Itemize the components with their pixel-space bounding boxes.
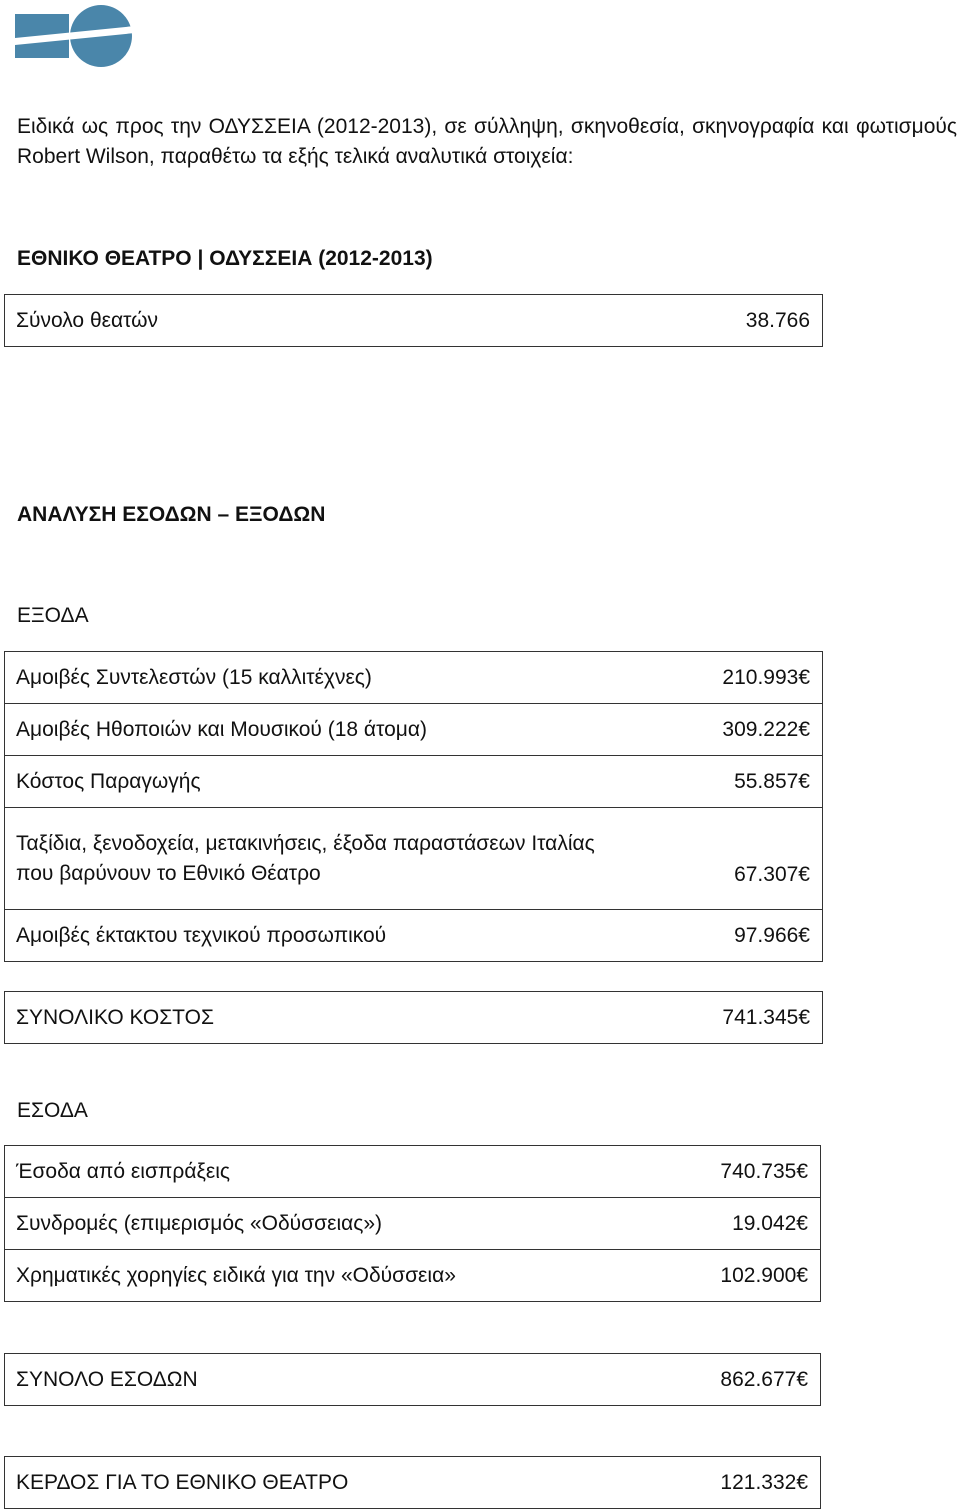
expense-label: Αμοιβές Συντελεστών (15 καλλιτέχνες) <box>5 652 697 704</box>
expense-value: 55.857€ <box>696 756 823 808</box>
income-table <box>4 1145 821 1302</box>
profit-value: 121.332€ <box>696 1457 821 1509</box>
table-row <box>5 1457 821 1509</box>
expense-label <box>5 808 697 910</box>
expense-value: 210.993€ <box>696 652 823 704</box>
intro-paragraph: Ειδικά ως προς την ΟΔΥΣΣΕΙΑ (2012-2013), σε σύλληψη, σκηνοθεσία, σκηνογραφία και φωτισμούς Robert Wilson, παραθέτω τα εξής τελικά αναλυτικά στοιχεία: <box>17 115 957 168</box>
table-row <box>5 1354 821 1406</box>
table-row <box>5 295 823 347</box>
total-cost-label: ΣΥΝΟΛΙΚΟ ΚΟΣΤΟΣ <box>5 992 697 1044</box>
table-row <box>5 704 823 756</box>
profit-label: ΚΕΡΔΟΣ ΓΙΑ ΤΟ ΕΘΝΙΚΟ ΘΕΑΤΡΟ <box>5 1457 697 1509</box>
profit-table <box>4 1456 821 1509</box>
viewers-value: 38.766 <box>656 295 823 347</box>
total-income-table <box>4 1353 821 1406</box>
expense-value: 97.966€ <box>696 910 823 962</box>
table-row <box>5 808 823 910</box>
table-row <box>5 1198 821 1250</box>
total-income-label: ΣΥΝΟΛΟ ΕΣΟΔΩΝ <box>5 1354 697 1406</box>
national-theatre-logo-icon <box>15 4 135 68</box>
income-section-label: ΕΣΟΔΑ <box>17 1099 88 1122</box>
expense-value: 67.307€ <box>696 808 823 910</box>
table-row <box>5 910 823 962</box>
income-value: 19.042€ <box>696 1198 821 1250</box>
table-row <box>5 1146 821 1198</box>
expense-value: 309.222€ <box>696 704 823 756</box>
expenses-table <box>4 651 823 962</box>
expense-label: Κόστος Παραγωγής <box>5 756 697 808</box>
income-value: 740.735€ <box>696 1146 821 1198</box>
income-label: Χρηματικές χορηγίες ειδικά για την «Οδύσσεια» <box>5 1250 697 1302</box>
income-value: 102.900€ <box>696 1250 821 1302</box>
table-row <box>5 992 823 1044</box>
table-row <box>5 756 823 808</box>
expense-label-line: που βαρύνουν το Εθνικό Θέατρο <box>16 861 321 885</box>
expense-label: Αμοιβές Ηθοποιών και Μουσικού (18 άτομα) <box>5 704 697 756</box>
viewers-label: Σύνολο θεατών <box>5 295 657 347</box>
expenses-section-label: ΕΞΟΔΑ <box>17 604 89 627</box>
total-income-value: 862.677€ <box>696 1354 821 1406</box>
income-label: Συνδρομές (επιμερισμός «Οδύσσειας») <box>5 1198 697 1250</box>
expense-label-line: Ταξίδια, ξενοδοχεία, μετακινήσεις, έξοδα παραστάσεων Ιταλίας <box>16 831 595 855</box>
table-row <box>5 652 823 704</box>
total-cost-value: 741.345€ <box>696 992 823 1044</box>
heading-analysis: ΑΝΑΛΥΣΗ ΕΣΟΔΩΝ – ΕΞΟΔΩΝ <box>17 503 326 526</box>
income-label: Έσοδα από εισπράξεις <box>5 1146 697 1198</box>
viewers-table <box>4 294 823 347</box>
heading-production: ΕΘΝΙΚΟ ΘΕΑΤΡΟ | ΟΔΥΣΣΕΙΑ (2012-2013) <box>17 247 433 270</box>
total-cost-table <box>4 991 823 1044</box>
table-row <box>5 1250 821 1302</box>
expense-label: Αμοιβές έκτακτου τεχνικού προσωπικού <box>5 910 697 962</box>
